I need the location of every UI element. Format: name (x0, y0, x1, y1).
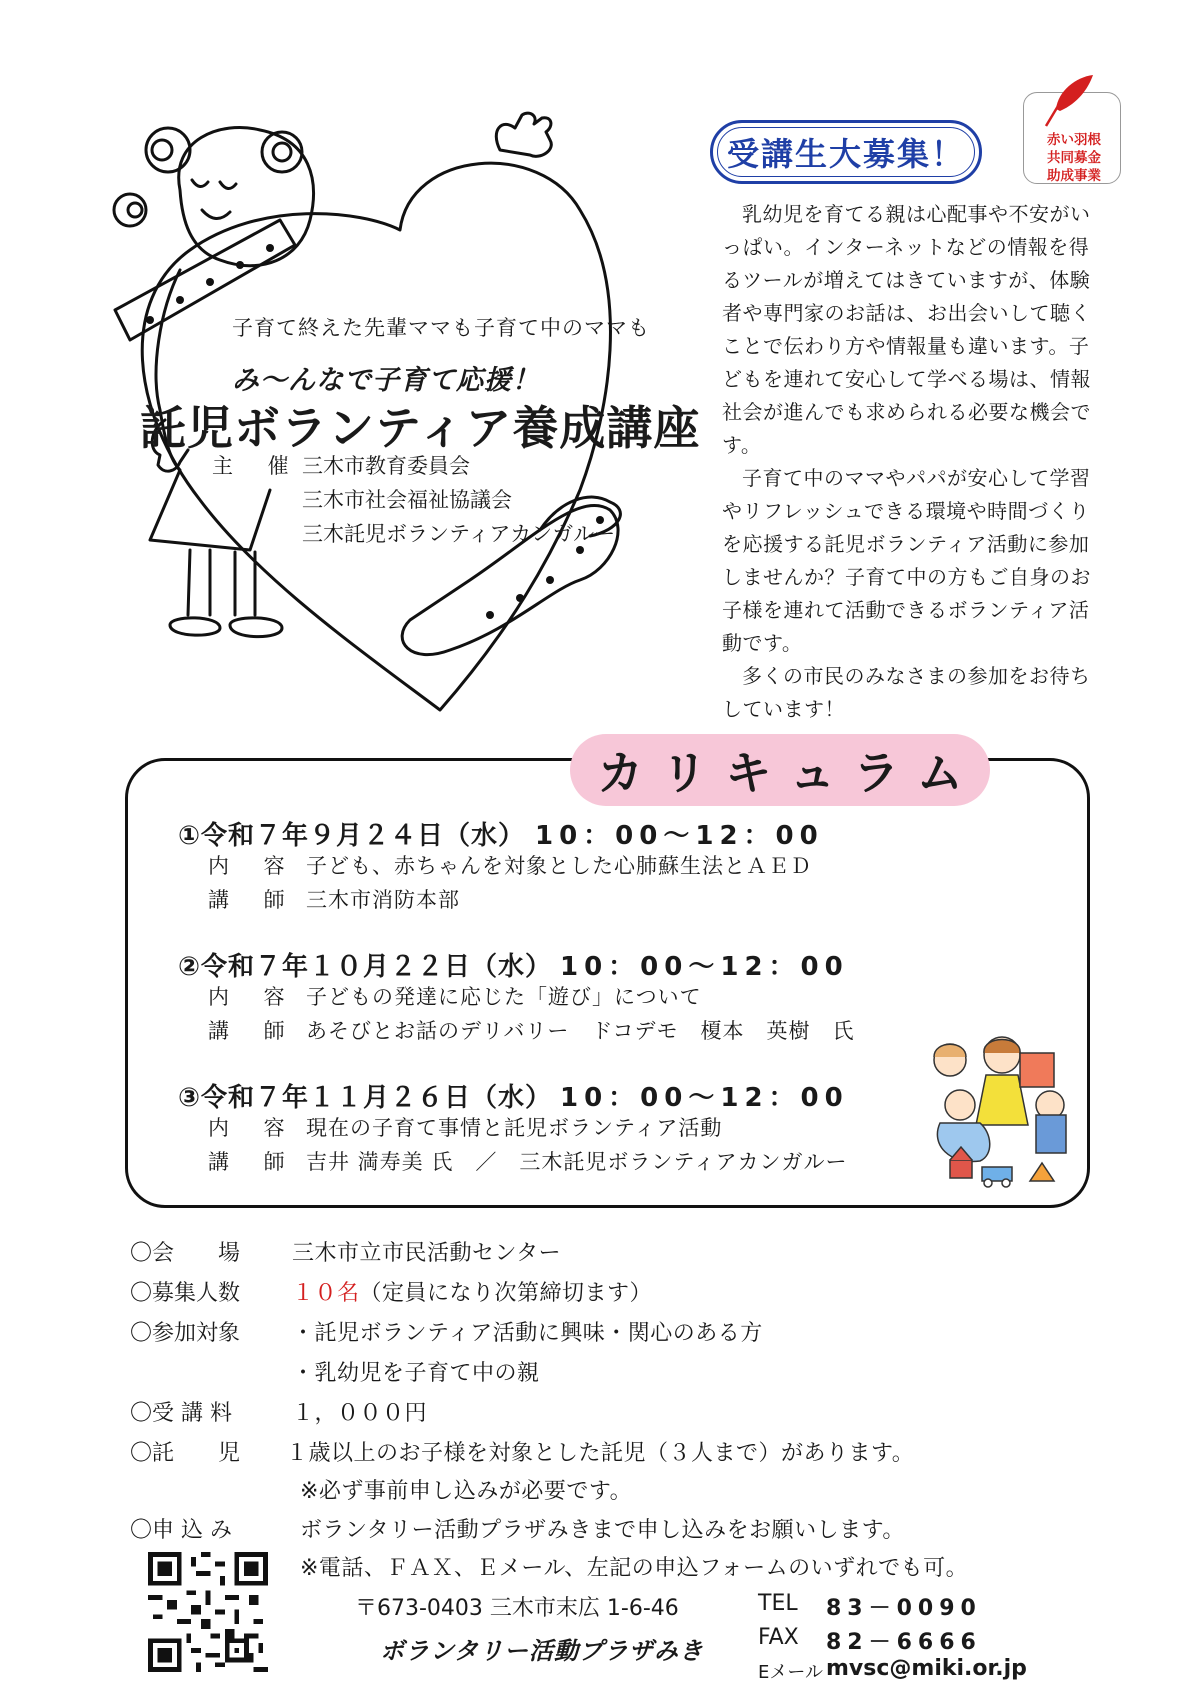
contact-org-name: ボランタリー活動プラザみき (380, 1637, 705, 1665)
capacity-number: １０名 (292, 1281, 360, 1306)
intro-paragraph-2: 子育て中のママやパパが安心して学習やリフレッシュできる環境や時間づくりを応援する託児ボランティア活動に参加しませんか？子育て中の方もご自身のお子様を連れて活動できるボランティア活動です。 (722, 466, 1091, 655)
recruiting-badge (710, 120, 982, 184)
session-3-lecturer: 吉井 満寿美 氏 ／ 三木託児ボランティアカンガルー (306, 1150, 848, 1174)
funding-line-2: 共同募金 (1047, 150, 1101, 166)
funding-mark (1023, 92, 1121, 184)
curriculum-title: カリキュラム (597, 746, 981, 800)
childcare-value: １歳以上のお子様を対象とした託児（３人まで）があります。 (286, 1441, 915, 1466)
session-2-date: ②令和７年１０月２２日（水） (178, 952, 553, 982)
session-3-lecturer-label: 講 師 (208, 1150, 299, 1174)
funding-line-1: 赤い羽根 (1047, 132, 1101, 148)
capacity-label: 〇募集人数 (130, 1281, 241, 1306)
header-subtitle: 子育て終えた先輩ママも子育て中のママも (232, 316, 650, 340)
organizer-2: 三木市社会福祉協議会 (302, 488, 512, 512)
session-3-date: ③令和７年１１月２６日（水） (178, 1083, 553, 1113)
session-3-time: 10：00～12：00 (560, 1083, 849, 1113)
apply-note: ※電話、ＦＡＸ、Ｅメール、左記の申込フォームのいずれでも可。 (300, 1556, 969, 1581)
session-2-content-label: 内 容 (208, 985, 299, 1009)
session-3-content: 現在の子育て事情と託児ボランティア活動 (306, 1116, 723, 1140)
page-title: 託児ボランティア養成講座 (140, 401, 701, 455)
session-2-content: 子どもの発達に応じた「遊び」について (306, 985, 702, 1009)
family-illustration (920, 1035, 1070, 1195)
fax-number: 82－6666 (826, 1630, 982, 1655)
recruiting-badge-text: 受講生大募集！ (726, 135, 965, 173)
target-2: ・乳幼児を子育て中の親 (292, 1361, 540, 1386)
childcare-note: ※必ず事前申し込みが必要です。 (300, 1479, 633, 1504)
session-2-lecturer: あそびとお話のデリバリー ドコデモ 榎本 英樹 氏 (306, 1019, 855, 1043)
curriculum-title-tab (570, 734, 990, 806)
target-1: ・託児ボランティア活動に興味・関心のある方 (292, 1321, 763, 1346)
session-1-lecturer-label: 講 師 (208, 888, 299, 912)
target-label: 〇参加対象 (130, 1321, 241, 1346)
organizer-3: 三木託児ボランティアカンガルー (302, 522, 616, 546)
funding-line-3: 助成事業 (1047, 168, 1101, 184)
session-1-date: ①令和７年９月２４日（水） (178, 821, 526, 851)
tel-label: TEL (758, 1591, 798, 1616)
email-label: Eメール (758, 1662, 824, 1683)
session-1-content: 子ども、赤ちゃんを対象とした心肺蘇生法とＡＥＤ (306, 854, 812, 878)
header-slogan: み～んなで子育て応援！ (232, 365, 540, 396)
childcare-label: 〇託 児 (130, 1441, 241, 1466)
intro-paragraph-1: 乳幼児を育てる親は心配事や不安がいっぱい。インターネットなどの情報を得るツールが増えてはきていますが、体験者や専門家のお話は、お出会いして聴くことで伝わり方や情報量も違います。子どもを連れて安心して学べる場は、情報社会が進んでも求められる必要な機会です。 (722, 202, 1091, 457)
session-1-time: 10：00～12：00 (535, 821, 824, 851)
tel-number[interactable]: 83－0090 (826, 1596, 982, 1621)
apply-value: ボランタリー活動プラザみきまで申し込みをお願いします。 (300, 1518, 905, 1543)
organizer-label: 主 催 (212, 454, 303, 478)
fee-label: 〇受 講 料 (130, 1401, 232, 1426)
venue-label: 〇会 場 (130, 1241, 241, 1266)
session-2-time: 10：00～12：00 (560, 952, 849, 982)
capacity-value (292, 1276, 652, 1307)
session-1-content-label: 内 容 (208, 854, 299, 878)
session-3-content-label: 内 容 (208, 1116, 299, 1140)
intro-paragraph-3: 多くの市民のみなさまの参加をお待ちしています！ (722, 664, 1091, 721)
apply-label: 〇申 込 み (130, 1518, 232, 1543)
qr-code[interactable] (148, 1552, 268, 1672)
intro-text (722, 198, 1094, 726)
fee-value: １，０００円 (292, 1401, 428, 1426)
contact-address: 〒673-0403 三木市末広 1-6-46 (355, 1596, 679, 1621)
organizer-1: 三木市教育委員会 (302, 454, 470, 478)
session-2-lecturer-label: 講 師 (208, 1019, 299, 1043)
fax-label: FAX (758, 1625, 799, 1650)
red-feather-icon (1038, 71, 1098, 131)
email-address[interactable]: mvsc@miki.or.jp (826, 1656, 1027, 1681)
session-1-lecturer: 三木市消防本部 (306, 888, 460, 912)
capacity-note: （定員になり次第締切ます） (359, 1281, 653, 1306)
venue-value: 三木市立市民活動センター (292, 1241, 562, 1266)
